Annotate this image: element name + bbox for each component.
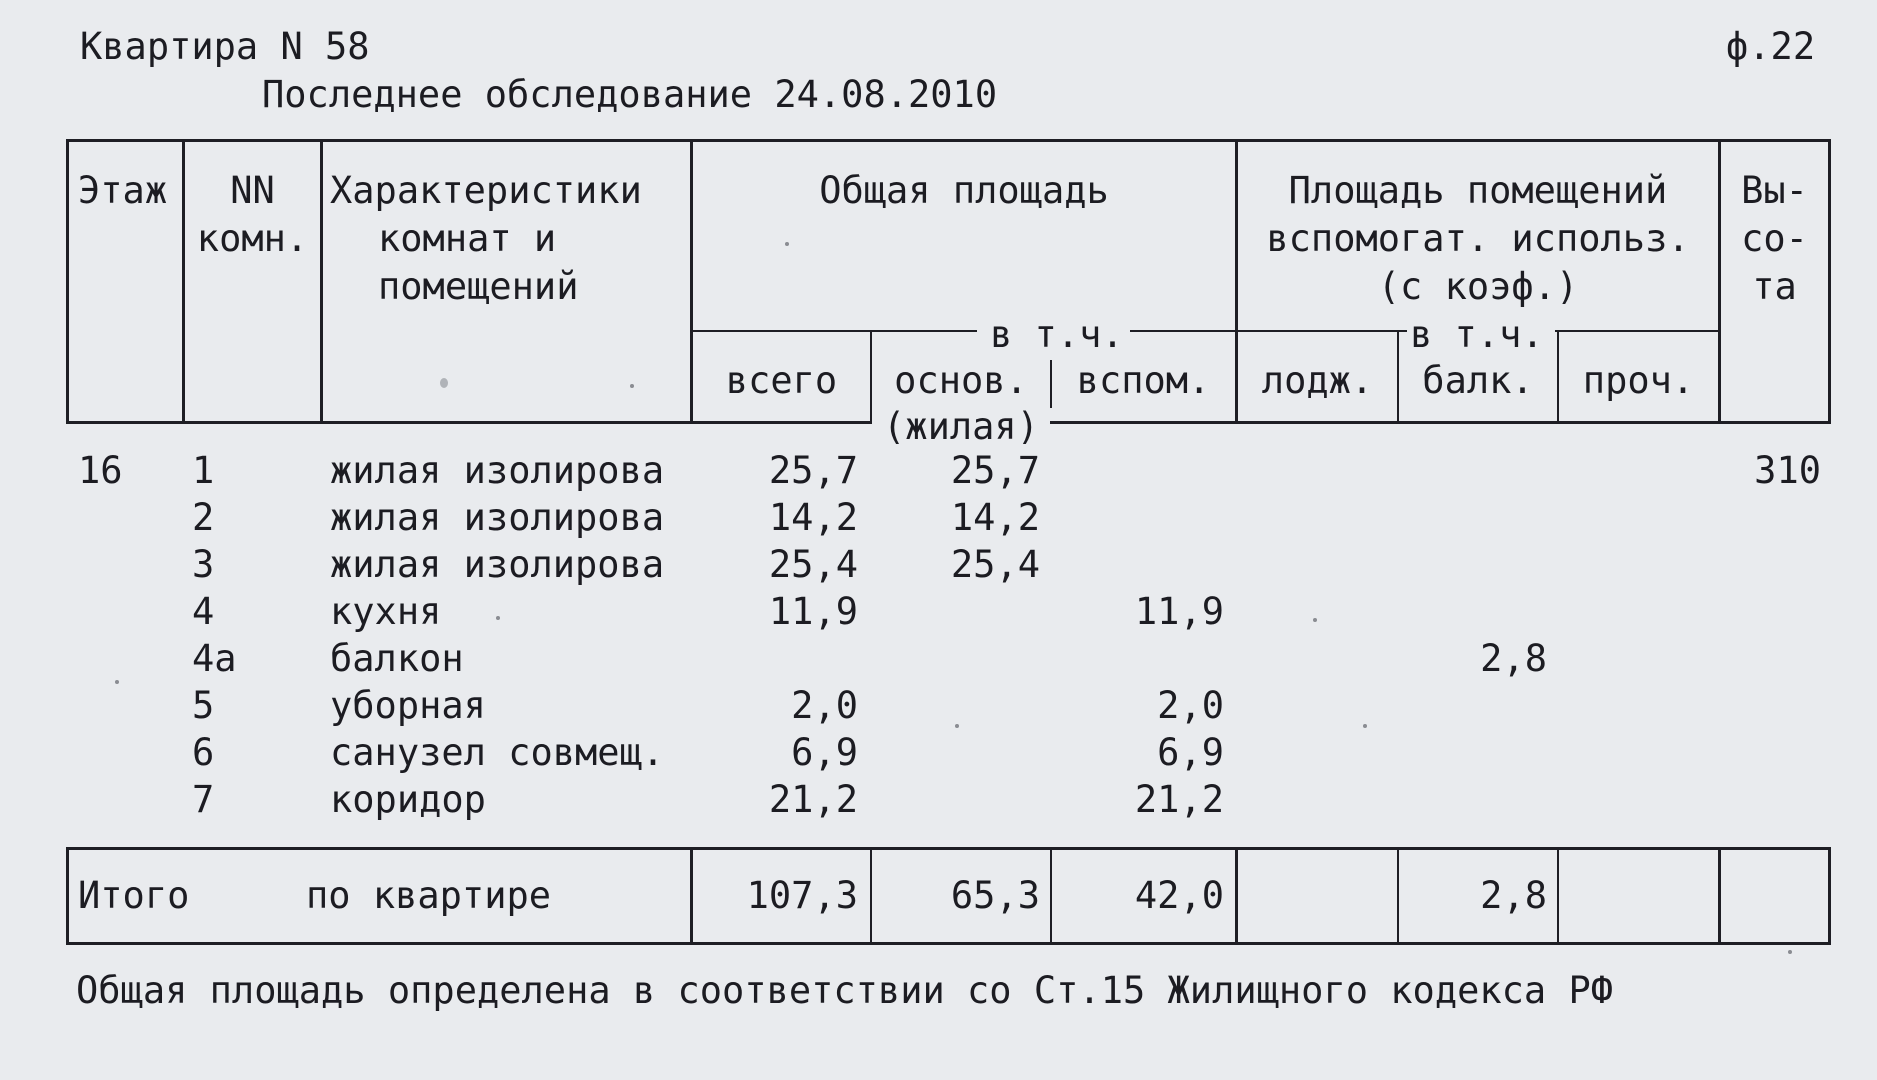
col-aux: вспом.: [1076, 359, 1211, 402]
cell-total: 25,4: [768, 543, 858, 586]
cell-room-name: жилая изолирова: [330, 449, 665, 492]
incl-label-1: в т.ч.: [990, 313, 1124, 356]
footnote: Общая площадь определена в соответствии со Ст.15 Жилищного кодекса РФ: [76, 969, 1614, 1012]
col-characteristics: Характеристики: [330, 169, 642, 212]
col-room-no: NN: [230, 169, 275, 212]
col-total: всего: [725, 359, 838, 402]
cell-room-no: 1: [192, 449, 215, 492]
cell-room-name: уборная: [330, 684, 486, 727]
cell-room-no: 3: [192, 543, 215, 586]
cell-room-no: 4а: [192, 637, 237, 680]
cell-total: 11,9: [768, 590, 858, 633]
col-floor: Этаж: [78, 169, 168, 212]
totals-balcony: 2,8: [1480, 874, 1547, 917]
cell-main: 14,2: [950, 496, 1040, 539]
cell-room-no: 4: [192, 590, 215, 633]
cell-aux: 2,0: [1157, 684, 1224, 727]
incl-label-2: в т.ч.: [1410, 313, 1544, 356]
cell-main: 25,4: [950, 543, 1040, 586]
cell-total: 25,7: [768, 449, 858, 492]
col-aux-area-3: (с коэф.): [1377, 265, 1579, 308]
cell-room-no: 6: [192, 731, 215, 774]
cell-height: 310: [1754, 449, 1821, 492]
cell-room-no: 7: [192, 778, 215, 821]
cell-room-name: жилая изолирова: [330, 543, 665, 586]
cell-room-name: коридор: [330, 778, 486, 821]
col-other: проч.: [1582, 359, 1695, 402]
col-characteristics-2: комнат и: [378, 217, 557, 260]
cell-balcony: 2,8: [1480, 637, 1547, 680]
cell-room-name: санузел совмещ.: [330, 731, 665, 774]
cell-room-name: балкон: [330, 637, 464, 680]
form-code: ф.22: [1726, 25, 1816, 68]
col-main: основ.: [894, 359, 1028, 402]
cell-aux: 6,9: [1157, 731, 1224, 774]
col-room-no-sub: комн.: [196, 217, 309, 260]
col-total-area: Общая площадь: [819, 169, 1109, 212]
totals-label: Итого: [78, 874, 190, 917]
cell-total: 2,0: [791, 684, 858, 727]
totals-total: 107,3: [746, 874, 858, 917]
cell-total: 21,2: [768, 778, 858, 821]
col-balcony: балк.: [1422, 359, 1534, 402]
totals-label-2: по квартире: [306, 874, 552, 917]
cell-aux: 11,9: [1134, 590, 1224, 633]
cell-aux: 21,2: [1134, 778, 1224, 821]
cell-total: 6,9: [791, 731, 858, 774]
col-height-2: со-: [1741, 217, 1808, 260]
col-characteristics-3: помещений: [378, 265, 579, 308]
col-aux-area-2: вспомогат. использ.: [1266, 217, 1690, 260]
col-height: Вы-: [1741, 169, 1808, 212]
cell-floor: 16: [78, 449, 123, 492]
last-survey: Последнее обследование 24.08.2010: [262, 73, 998, 116]
cell-room-name: кухня: [330, 590, 442, 633]
col-aux-area: Площадь помещений: [1288, 169, 1668, 212]
totals-aux: 42,0: [1134, 874, 1224, 917]
col-loggia: лодж.: [1261, 359, 1374, 402]
cell-room-no: 2: [192, 496, 215, 539]
cell-total: 14,2: [768, 496, 858, 539]
cell-main: 25,7: [950, 449, 1040, 492]
cell-room-name: жилая изолирова: [330, 496, 665, 539]
totals-main: 65,3: [950, 874, 1040, 917]
cell-room-no: 5: [192, 684, 215, 727]
apartment-title: Квартира N 58: [80, 25, 370, 68]
col-main-sub: (жилая): [872, 408, 1050, 445]
col-height-3: та: [1752, 265, 1797, 308]
